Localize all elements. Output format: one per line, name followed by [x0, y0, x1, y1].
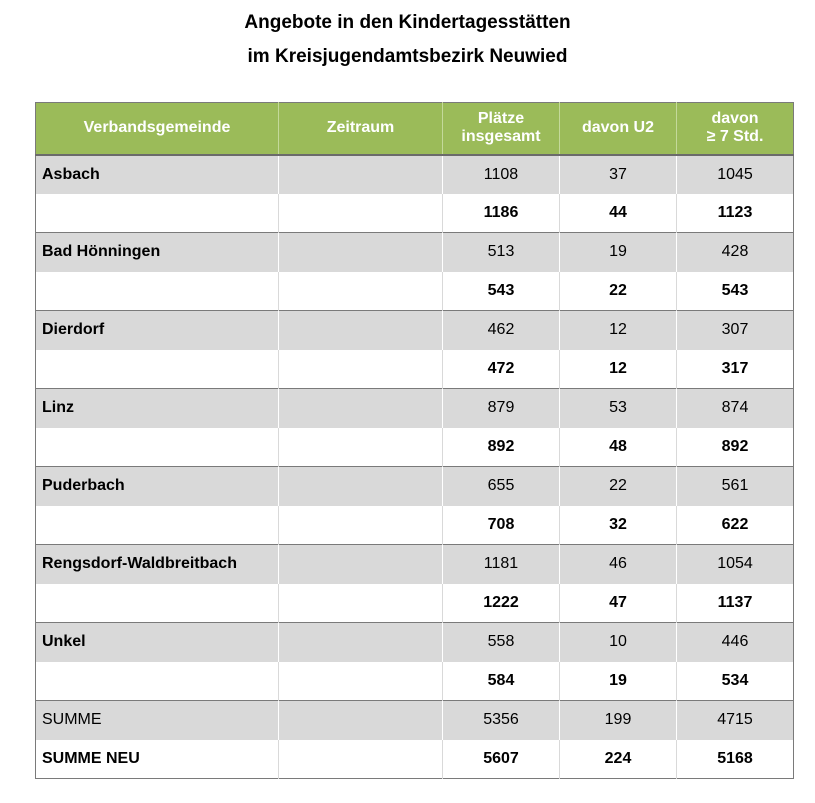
- gemeinde-name-empty: [36, 194, 279, 233]
- zeitraum-cell: [279, 584, 443, 623]
- u2-cell: 53: [560, 389, 677, 428]
- table-row: [36, 428, 794, 467]
- summe-neu-sieben: 5168: [677, 740, 794, 779]
- gemeinde-name-empty: [36, 428, 279, 467]
- summe-row: [36, 701, 794, 740]
- plaetze-cell: 708: [443, 506, 560, 545]
- sieben-cell: 892: [677, 428, 794, 467]
- summe-neu-u2: 224: [560, 740, 677, 779]
- plaetze-cell: 462: [443, 311, 560, 350]
- u2-cell: 47: [560, 584, 677, 623]
- summe-neu-row: [36, 740, 794, 779]
- summe-plaetze: 5356: [443, 701, 560, 740]
- table-row: [36, 311, 794, 350]
- zeitraum-cell: [279, 350, 443, 389]
- title-line-2: im Kreisjugendamtsbezirk Neuwied: [247, 46, 568, 67]
- u2-cell: 12: [560, 311, 677, 350]
- sieben-cell: 543: [677, 272, 794, 311]
- u2-cell: 10: [560, 623, 677, 662]
- sieben-cell: 1045: [677, 155, 794, 194]
- gemeinde-name-empty: [36, 506, 279, 545]
- summe-neu-label: SUMME NEU: [42, 749, 140, 767]
- header-row: [36, 103, 794, 155]
- zeitraum-cell: [279, 194, 443, 233]
- u2-cell: 22: [560, 467, 677, 506]
- gemeinde-name-empty: [36, 584, 279, 623]
- plaetze-cell: 1222: [443, 584, 560, 623]
- gemeinde-name-empty: [36, 662, 279, 701]
- summe-sieben: 4715: [677, 701, 794, 740]
- sieben-cell: 428: [677, 233, 794, 272]
- sieben-cell: 874: [677, 389, 794, 428]
- header-u2: davon U2: [560, 103, 677, 155]
- gemeinde-name: Asbach: [42, 165, 100, 183]
- gemeinde-name-empty: [36, 350, 279, 389]
- zeitraum-cell: [279, 701, 443, 740]
- u2-cell: 32: [560, 506, 677, 545]
- zeitraum-cell: [279, 467, 443, 506]
- plaetze-cell: 543: [443, 272, 560, 311]
- sieben-cell: 622: [677, 506, 794, 545]
- zeitraum-cell: [279, 233, 443, 272]
- plaetze-cell: 558: [443, 623, 560, 662]
- table-row: [36, 662, 794, 701]
- gemeinde-name: Linz: [42, 399, 74, 417]
- table-row: [36, 389, 794, 428]
- summe-u2: 199: [560, 701, 677, 740]
- zeitraum-cell: [279, 155, 443, 194]
- sieben-cell: 1137: [677, 584, 794, 623]
- zeitraum-cell: [279, 272, 443, 311]
- zeitraum-cell: [279, 545, 443, 584]
- table-row: [36, 506, 794, 545]
- data-table: [35, 102, 794, 779]
- header-plaetze: [443, 103, 560, 155]
- gemeinde-name: Dierdorf: [42, 321, 105, 339]
- plaetze-cell: 1181: [443, 545, 560, 584]
- zeitraum-cell: [279, 740, 443, 779]
- table-row: [36, 350, 794, 389]
- table-row: [36, 272, 794, 311]
- plaetze-cell: 1108: [443, 155, 560, 194]
- zeitraum-cell: [279, 389, 443, 428]
- table-row: [36, 194, 794, 233]
- gemeinde-name: Unkel: [42, 633, 86, 651]
- u2-cell: 19: [560, 662, 677, 701]
- sieben-cell: 534: [677, 662, 794, 701]
- sieben-cell: 1123: [677, 194, 794, 233]
- table-row: [36, 584, 794, 623]
- plaetze-cell: 655: [443, 467, 560, 506]
- u2-cell: 12: [560, 350, 677, 389]
- u2-cell: 46: [560, 545, 677, 584]
- table-row: [36, 623, 794, 662]
- header-sieben-line2: ≥ 7 Std.: [706, 128, 764, 146]
- header-plaetze-line2: insgesamt: [461, 128, 541, 146]
- plaetze-cell: 513: [443, 233, 560, 272]
- gemeinde-name-empty: [36, 272, 279, 311]
- u2-cell: 37: [560, 155, 677, 194]
- zeitraum-cell: [279, 662, 443, 701]
- gemeinde-name: Puderbach: [42, 477, 125, 495]
- u2-cell: 44: [560, 194, 677, 233]
- plaetze-cell: 1186: [443, 194, 560, 233]
- table-row: [36, 545, 794, 584]
- table-row: [36, 467, 794, 506]
- plaetze-cell: 584: [443, 662, 560, 701]
- header-sieben-std: [677, 103, 794, 155]
- sieben-cell: 1054: [677, 545, 794, 584]
- u2-cell: 22: [560, 272, 677, 311]
- plaetze-cell: 879: [443, 389, 560, 428]
- header-sieben-line1: davon: [711, 110, 759, 128]
- header-plaetze-line1: Plätze: [477, 110, 525, 128]
- table-header: [36, 103, 794, 155]
- u2-cell: 19: [560, 233, 677, 272]
- header-verbandsgemeinde: Verbandsgemeinde: [83, 119, 231, 137]
- sieben-cell: 317: [677, 350, 794, 389]
- plaetze-cell: 472: [443, 350, 560, 389]
- sieben-cell: 307: [677, 311, 794, 350]
- sieben-cell: 561: [677, 467, 794, 506]
- plaetze-cell: 892: [443, 428, 560, 467]
- table-row: [36, 155, 794, 194]
- sieben-cell: 446: [677, 623, 794, 662]
- summe-neu-plaetze: 5607: [443, 740, 560, 779]
- zeitraum-cell: [279, 506, 443, 545]
- zeitraum-cell: [279, 623, 443, 662]
- header-zeitraum: Zeitraum: [279, 103, 443, 155]
- u2-cell: 48: [560, 428, 677, 467]
- gemeinde-name: Rengsdorf-Waldbreitbach: [42, 555, 237, 573]
- page-title: [0, 6, 815, 74]
- zeitraum-cell: [279, 311, 443, 350]
- gemeinde-name: Bad Hönningen: [42, 243, 161, 261]
- summe-label: SUMME: [42, 711, 102, 729]
- table-row: [36, 233, 794, 272]
- zeitraum-cell: [279, 428, 443, 467]
- table-body: [36, 155, 794, 779]
- title-line-1: Angebote in den Kindertagesstätten: [244, 12, 571, 33]
